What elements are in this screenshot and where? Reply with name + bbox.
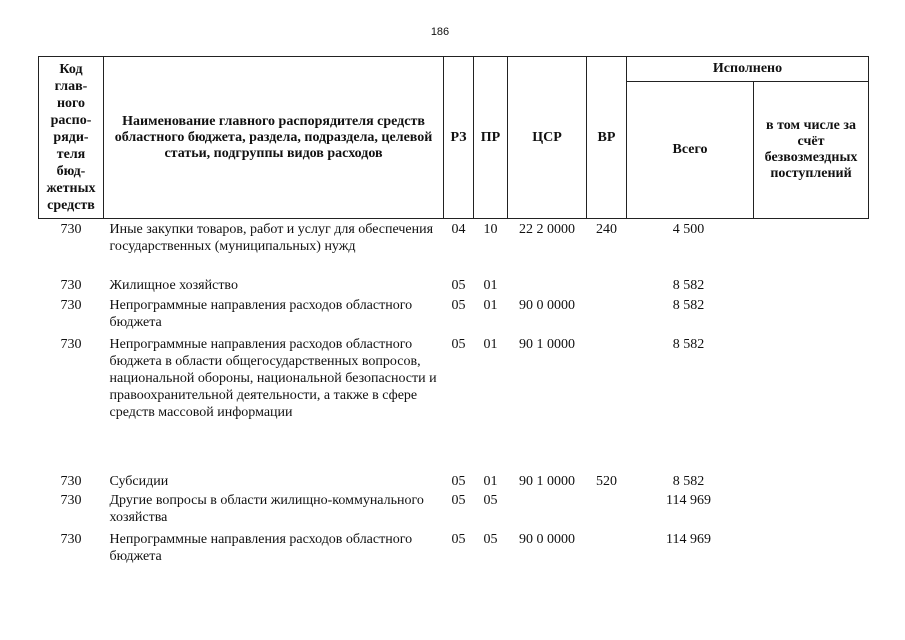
cell-total: 8 582	[672, 474, 705, 489]
header-code-line: теля	[56, 147, 86, 162]
header-code	[39, 57, 104, 219]
cell-name: Жилищное хозяйство	[109, 278, 238, 293]
header-total: Всего	[627, 82, 754, 219]
cell-pr: 01	[483, 337, 498, 352]
cell-vr	[587, 492, 627, 528]
header-vr: ВР	[587, 57, 627, 219]
cell-code: 730	[60, 298, 82, 313]
cell-rz: 05	[451, 298, 466, 313]
cell-vr	[587, 297, 627, 333]
cell-csr	[508, 492, 587, 528]
cell-pr: 10	[483, 222, 498, 237]
cell-free	[754, 333, 869, 473]
cell-name: Иные закупки товаров, работ и услуг для обеспечения государственных (муниципальных) нужд	[109, 222, 434, 254]
cell-rz: 05	[451, 532, 466, 547]
table-body	[39, 219, 869, 572]
cell-rz: 05	[451, 278, 466, 293]
cell-csr: 90 1 0000	[519, 474, 575, 489]
cell-code: 730	[60, 493, 82, 508]
cell-pr: 01	[483, 278, 498, 293]
cell-rz: 05	[451, 493, 466, 508]
cell-name: Непрограммные направления расходов областного бюджета	[109, 298, 413, 330]
cell-free	[754, 528, 869, 571]
header-code-line: ряди-	[53, 130, 89, 145]
cell-csr: 90 1 0000	[519, 337, 575, 352]
header-incl-free: в том числе за счёт безвозмездных поступлений	[754, 82, 869, 219]
cell-rz: 05	[451, 337, 466, 352]
cell-free	[754, 492, 869, 528]
table-row	[39, 492, 869, 528]
header-code-line: Код	[59, 62, 83, 77]
cell-total: 8 582	[672, 337, 705, 352]
cell-total: 8 582	[672, 298, 705, 313]
cell-pr: 01	[483, 298, 498, 313]
header-code-line: бюд-	[56, 164, 86, 179]
cell-pr: 05	[483, 493, 498, 508]
cell-code: 730	[60, 222, 82, 237]
cell-csr: 90 0 0000	[519, 298, 575, 313]
cell-free	[754, 273, 869, 297]
cell-code: 730	[60, 474, 82, 489]
cell-vr	[587, 333, 627, 473]
cell-vr: 520	[596, 474, 617, 489]
table-row	[39, 528, 869, 571]
cell-total: 114 969	[666, 493, 711, 508]
cell-code: 730	[60, 278, 82, 293]
table-header	[39, 57, 869, 219]
cell-pr: 05	[483, 532, 498, 547]
header-rz: РЗ	[444, 57, 474, 219]
cell-vr	[587, 528, 627, 571]
table-row	[39, 297, 869, 333]
header-executed: Исполнено	[627, 57, 869, 82]
cell-name: Субсидии	[109, 474, 169, 489]
cell-rz: 04	[451, 222, 466, 237]
cell-csr: 90 0 0000	[519, 532, 575, 547]
cell-rz: 05	[451, 474, 466, 489]
header-code-line: жетных	[46, 181, 96, 196]
cell-free	[754, 473, 869, 492]
table-row	[39, 333, 869, 473]
cell-name: Другие вопросы в области жилищно-коммунального хозяйства	[109, 493, 424, 525]
table-row	[39, 273, 869, 297]
cell-total: 4 500	[672, 222, 705, 237]
header-code-line: средств	[47, 198, 95, 213]
cell-code: 730	[60, 337, 82, 352]
table-row	[39, 473, 869, 492]
cell-pr: 01	[483, 474, 498, 489]
header-code-line: распо-	[50, 113, 92, 128]
cell-name: Непрограммные направления расходов областного бюджета	[109, 532, 413, 564]
cell-vr: 240	[596, 222, 617, 237]
page-number: 186	[430, 26, 450, 38]
cell-total: 114 969	[666, 532, 711, 547]
budget-table	[38, 56, 869, 571]
cell-name: Непрограммные направления расходов областного бюджета в области общегосударственных вопросов, национальной обороны, национальной безопасности и правоохранительной деятельности, а также в сфере средств массовой информации	[109, 337, 437, 420]
cell-csr: 22 2 0000	[519, 222, 575, 237]
cell-free	[754, 297, 869, 333]
header-code-line: ного	[56, 96, 86, 111]
cell-csr	[508, 273, 587, 297]
header-name: Наименование главного распорядителя средств областного бюджета, раздела, подраздела, целевой статьи, подгруппы видов расходов	[104, 57, 444, 219]
header-pr: ПР	[474, 57, 508, 219]
table-row	[39, 219, 869, 274]
header-csr: ЦСР	[508, 57, 587, 219]
cell-vr	[587, 273, 627, 297]
header-code-line: глав-	[54, 79, 88, 94]
cell-code: 730	[60, 532, 82, 547]
cell-total: 8 582	[672, 278, 705, 293]
cell-free	[754, 219, 869, 274]
